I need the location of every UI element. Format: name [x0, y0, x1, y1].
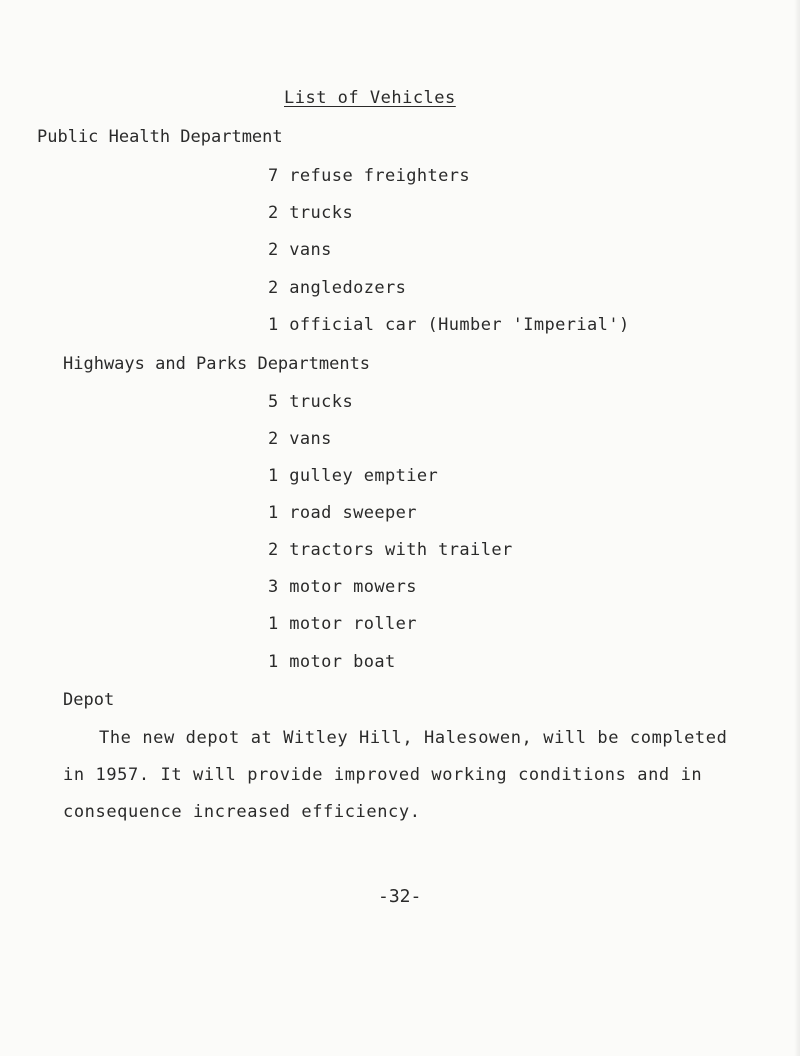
list-item: 7 refuse freighters: [268, 166, 471, 186]
list-item: 1 official car (Humber 'Imperial'): [268, 315, 630, 335]
list-item: 2 tractors with trailer: [268, 540, 513, 560]
page-edge-shadow: [794, 0, 800, 1056]
paragraph-line: consequence increased efficiency.: [63, 802, 421, 822]
list-item: 2 vans: [268, 240, 332, 260]
section-heading-depot: Depot: [63, 690, 115, 710]
section-heading-public-health: Public Health Department: [37, 127, 283, 147]
page-number: -32-: [378, 886, 422, 907]
list-item: 2 trucks: [268, 203, 354, 223]
document-title: List of Vehicles: [284, 88, 456, 108]
list-item: 2 vans: [268, 429, 332, 449]
section-heading-highways: Highways and Parks Departments: [63, 354, 371, 374]
list-item: 1 motor boat: [268, 652, 396, 672]
list-item: 2 angledozers: [268, 278, 407, 298]
list-item: 1 road sweeper: [268, 503, 417, 523]
list-item: 1 motor roller: [268, 614, 417, 634]
list-item: 1 gulley emptier: [268, 466, 439, 486]
list-item: 3 motor mowers: [268, 577, 417, 597]
paragraph-line: in 1957. It will provide improved working conditions and in: [63, 765, 703, 785]
paragraph-line: The new depot at Witley Hill, Halesowen, will be completed: [99, 728, 728, 748]
list-item: 5 trucks: [268, 392, 354, 412]
